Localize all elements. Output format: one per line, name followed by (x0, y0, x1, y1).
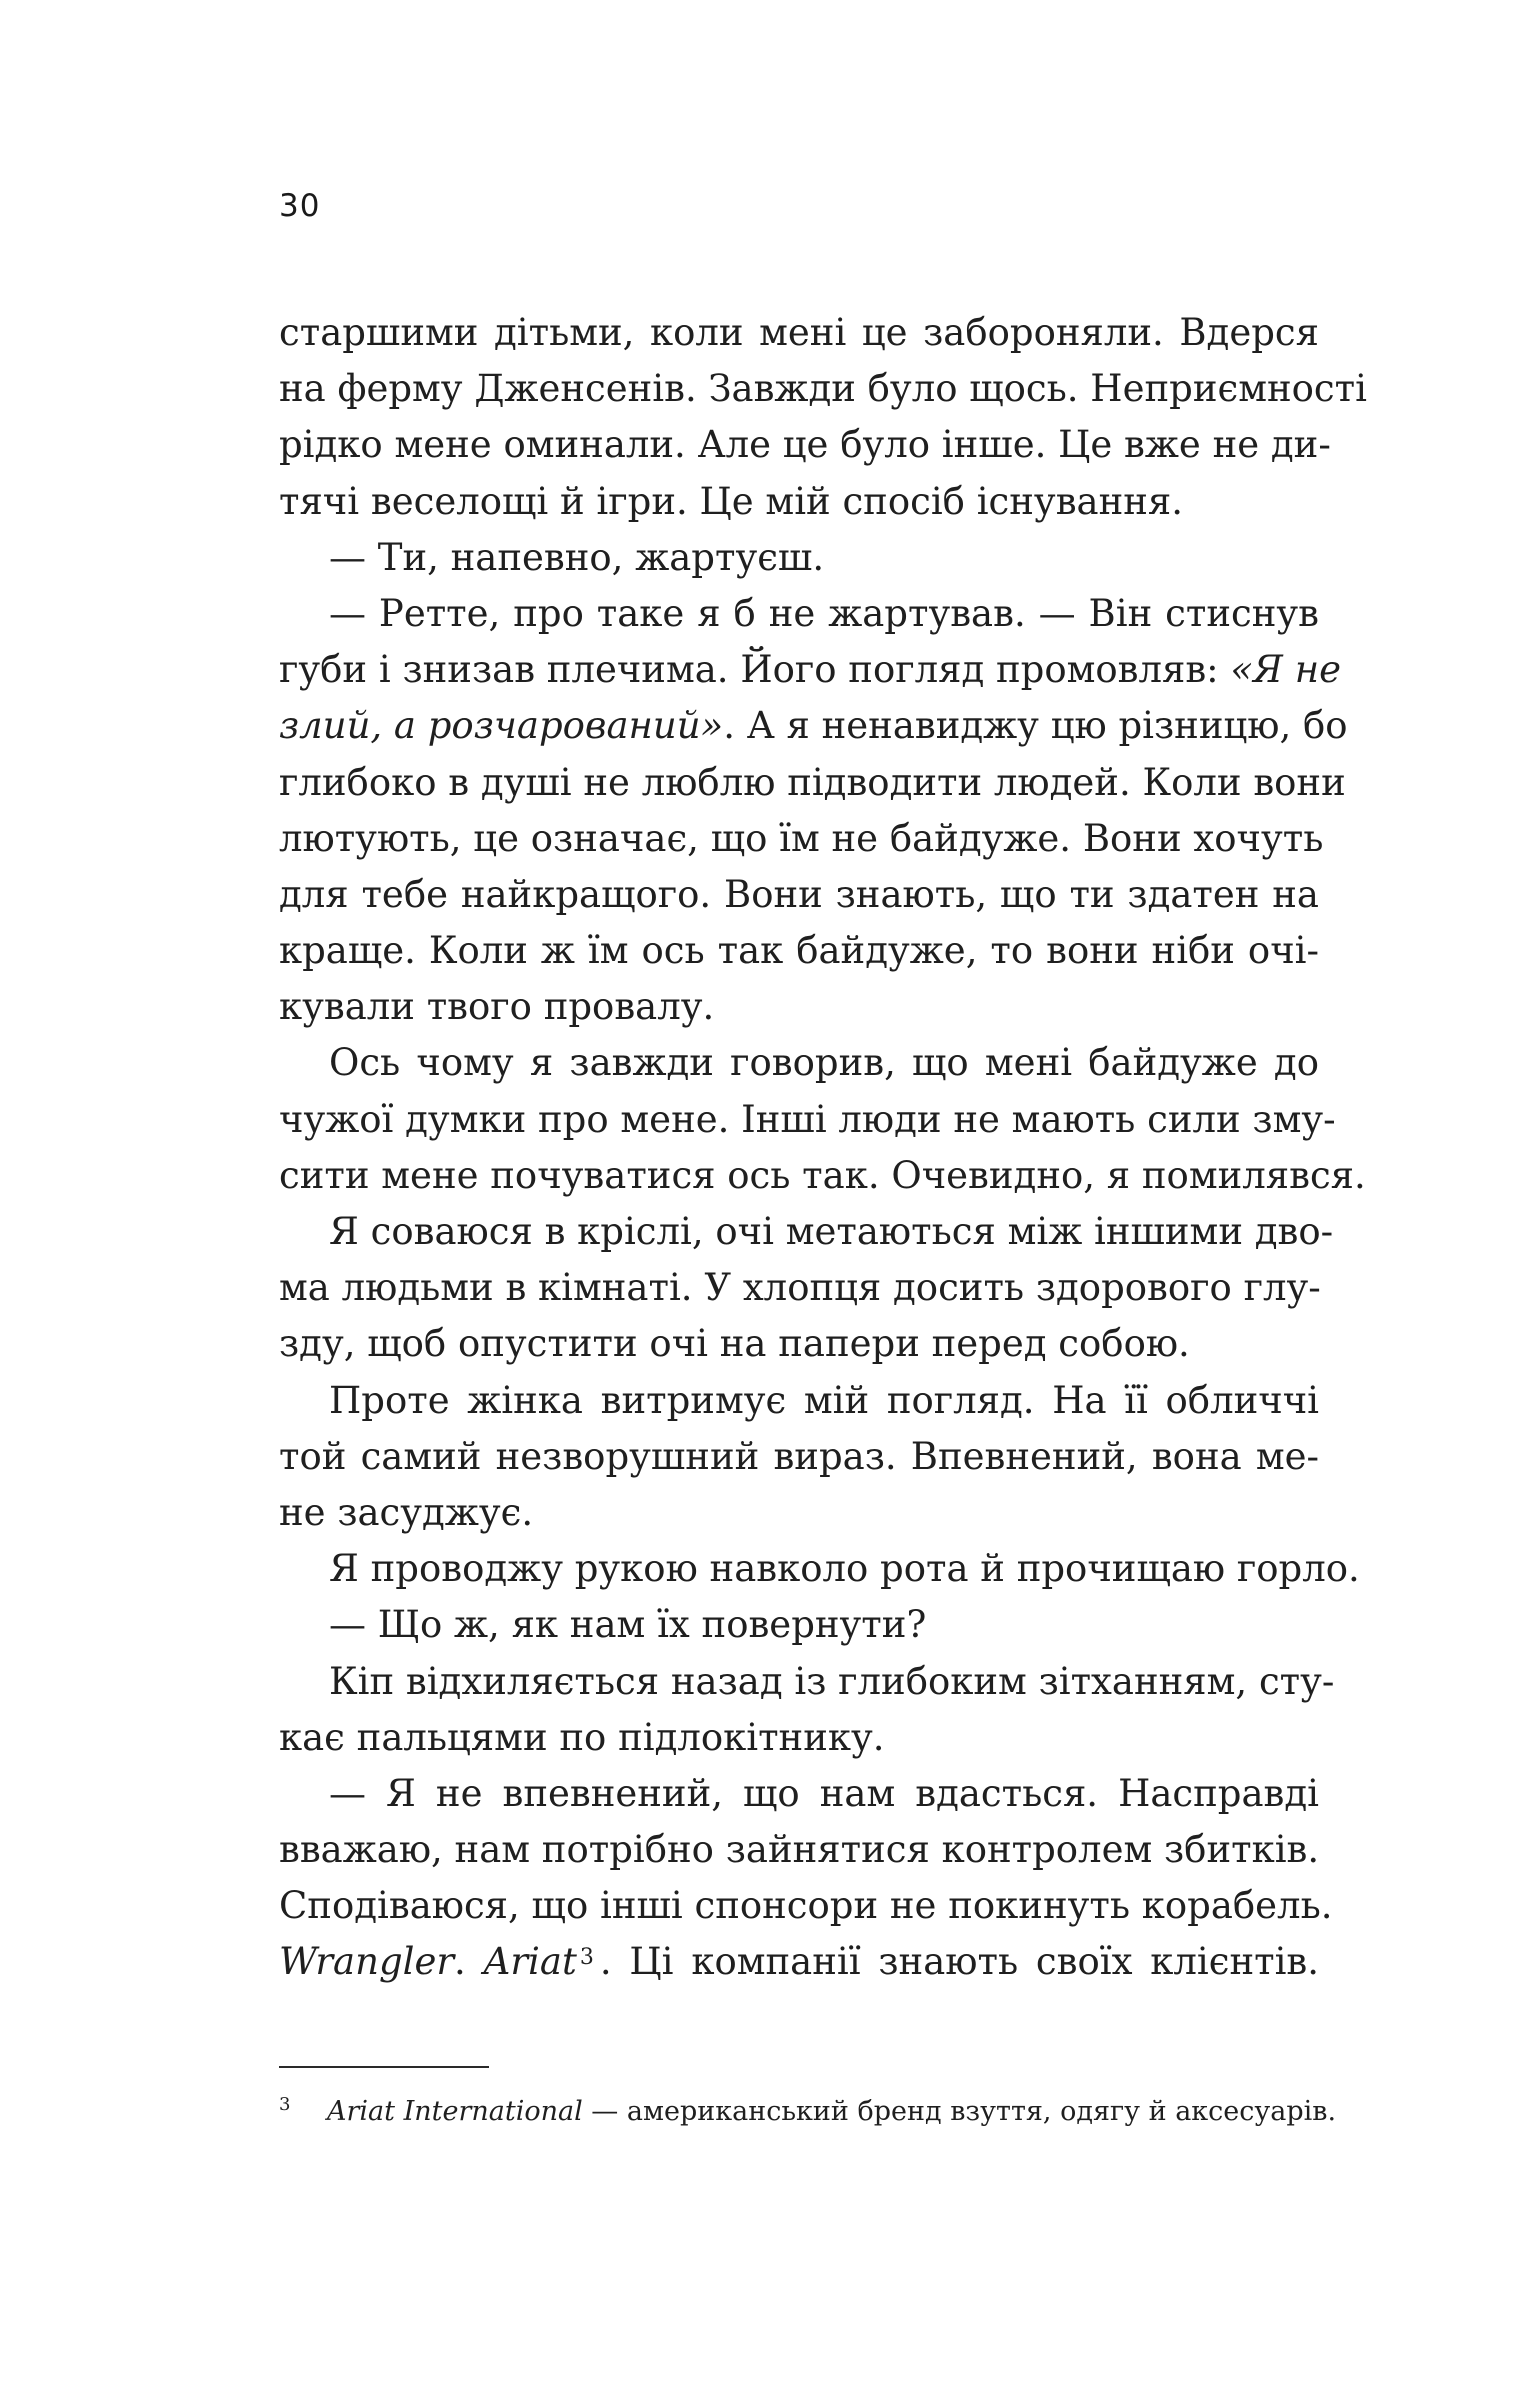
dialogue-line: — Ретте, про таке я б не жартував. — Він стиснув (329, 591, 1319, 635)
text-line: Проте жінка витримує мій погляд. На її обличчі (329, 1378, 1319, 1422)
text-line: старшими дітьми, коли мені це забороняли. Вдерся (279, 311, 1319, 354)
text-segment: . Ці компанії знають своїх клієнтів. (599, 1940, 1320, 1984)
text-line: Сподіваюся, що інші спонсори не покинуть корабель. (279, 1884, 1333, 1928)
text-line: лютують, це означає, що їм не байдуже. Вони хочуть (279, 816, 1324, 860)
text-line: Ось чому я завжди говорив, що мені байдуже до (329, 1041, 1319, 1085)
italic-quote: злий, а розчарований» (279, 704, 724, 748)
text-line: зду, щоб опустити очі на папери перед собою. (279, 1322, 1190, 1366)
dialogue-line: — Ти, напевно, жартуєш. (329, 535, 825, 579)
brand-name: Wrangler (279, 1940, 455, 1984)
text-line: на ферму Дженсенів. Завжди було щось. Неприємності (279, 367, 1367, 411)
brand-name: Ariat (483, 1940, 577, 1984)
text-line: ма людьми в кімнаті. У хлопця досить здорового глу- (279, 1266, 1321, 1310)
text-segment: . А я ненавиджу цю різницю, бо (723, 704, 1348, 748)
footnote-reference[interactable]: 3 (579, 1945, 594, 1971)
text-line: той самий незворушний вираз. Впевнений, вона ме- (279, 1434, 1319, 1478)
text-line: Кіп відхиляється назад із глибоким зітханням, сту- (329, 1659, 1335, 1703)
body-text (279, 305, 1367, 1991)
text-line: вважаю, нам потрібно зайнятися контролем збитків. (279, 1828, 1320, 1872)
footnote-text: — американський бренд взуття, одягу й аксесуарів. (582, 2096, 1337, 2127)
text-line: кували твого провалу. (279, 985, 715, 1029)
italic-quote: «Я не (1230, 648, 1341, 692)
text-line: тячі веселощі й ігри. Це мій спосіб існування. (279, 479, 1184, 523)
text-line: не засуджує. (279, 1490, 534, 1534)
footnote-number: 3 (279, 2094, 291, 2115)
text-line (279, 642, 1341, 698)
text-line: сити мене почуватися ось так. Очевидно, я помилявся. (279, 1153, 1366, 1197)
text-segment: губи і знизав плечима. Його погляд промовляв: (279, 648, 1231, 692)
footnote-term: Ariat International (327, 2096, 583, 2127)
text-line: для тебе найкращого. Вони знають, що ти здатен на (279, 872, 1319, 916)
text-line: краще. Коли ж їм ось так байдуже, то вони ніби очі- (279, 929, 1319, 973)
dialogue-line: — Я не впевнений, що нам вдасться. Насправді (329, 1771, 1319, 1815)
text-line: рідко мене оминали. Але це було інше. Це вже не ди- (279, 423, 1331, 467)
footnote (279, 2094, 1337, 2127)
text-line: кає пальцями по підлокітнику. (279, 1715, 885, 1759)
text-line (279, 698, 1348, 754)
footnote-divider (279, 2066, 489, 2068)
text-line: глибоко в душі не люблю підводити людей. Коли вони (279, 760, 1346, 804)
dialogue-line: — Що ж, як нам їх повернути? (329, 1603, 927, 1647)
page-number: 30 (279, 188, 321, 224)
text-line: чужої думки про мене. Інші люди не мають сили зму- (279, 1097, 1336, 1141)
text-line: Я проводжу рукою навколо рота й прочищаю горло. (329, 1547, 1360, 1591)
text-segment: . (454, 1940, 484, 1984)
text-line (279, 1934, 1319, 1990)
text-line: Я соваюся в кріслі, очі метаються між іншими дво- (329, 1210, 1334, 1253)
